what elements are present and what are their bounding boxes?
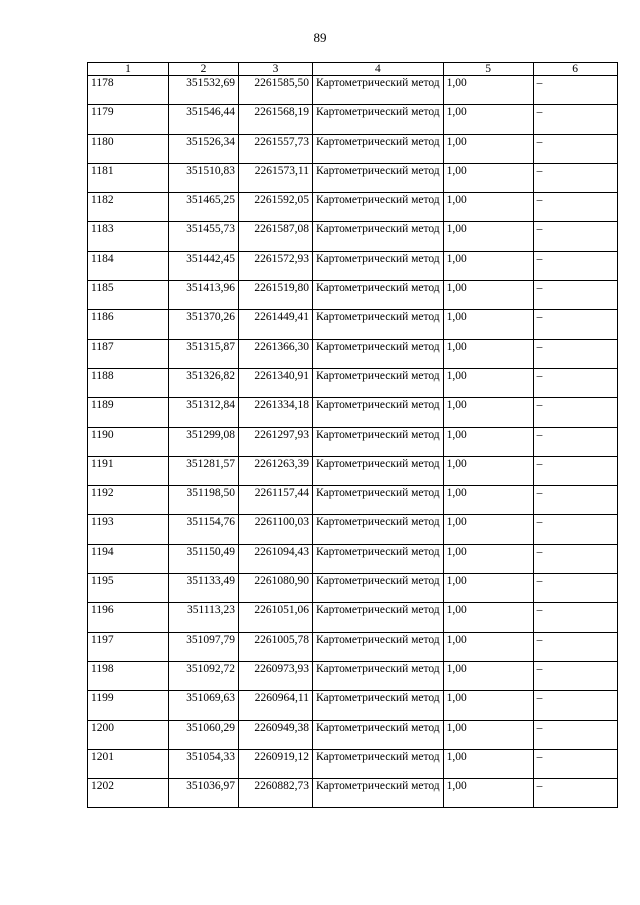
note-cell: – <box>533 691 617 720</box>
method-cell: Картометрический метод <box>313 486 444 515</box>
x-coordinate-cell: 351113,23 <box>169 603 239 632</box>
point-number-cell: 1197 <box>88 632 169 661</box>
x-coordinate-cell: 351150,49 <box>169 544 239 573</box>
note-cell: – <box>533 281 617 310</box>
note-cell: – <box>533 427 617 456</box>
note-cell: – <box>533 193 617 222</box>
point-number-cell: 1200 <box>88 720 169 749</box>
accuracy-cell: 1,00 <box>443 105 533 134</box>
y-coordinate-cell: 2261051,06 <box>239 603 313 632</box>
point-number-cell: 1181 <box>88 163 169 192</box>
accuracy-cell: 1,00 <box>443 486 533 515</box>
x-coordinate-cell: 351510,83 <box>169 163 239 192</box>
method-cell: Картометрический метод <box>313 105 444 134</box>
note-cell: – <box>533 398 617 427</box>
note-cell: – <box>533 339 617 368</box>
y-coordinate-cell: 2261094,43 <box>239 544 313 573</box>
y-coordinate-cell: 2261592,05 <box>239 193 313 222</box>
table-row <box>88 574 618 603</box>
method-cell: Картометрический метод <box>313 222 444 251</box>
method-cell: Картометрический метод <box>313 749 444 778</box>
point-number-cell: 1189 <box>88 398 169 427</box>
accuracy-cell: 1,00 <box>443 632 533 661</box>
method-cell: Картометрический метод <box>313 163 444 192</box>
accuracy-cell: 1,00 <box>443 456 533 485</box>
x-coordinate-cell: 351526,34 <box>169 134 239 163</box>
point-number-cell: 1185 <box>88 281 169 310</box>
point-number-cell: 1202 <box>88 779 169 808</box>
accuracy-cell: 1,00 <box>443 281 533 310</box>
note-cell: – <box>533 720 617 749</box>
column-header-2: 2 <box>169 63 239 76</box>
x-coordinate-cell: 351069,63 <box>169 691 239 720</box>
x-coordinate-cell: 351154,76 <box>169 515 239 544</box>
point-number-cell: 1183 <box>88 222 169 251</box>
method-cell: Картометрический метод <box>313 456 444 485</box>
x-coordinate-cell: 351281,57 <box>169 456 239 485</box>
method-cell: Картометрический метод <box>313 515 444 544</box>
note-cell: – <box>533 661 617 690</box>
point-number-cell: 1199 <box>88 691 169 720</box>
point-number-cell: 1192 <box>88 486 169 515</box>
table-row <box>88 76 618 105</box>
coordinates-table <box>87 62 618 808</box>
y-coordinate-cell: 2261585,50 <box>239 76 313 105</box>
y-coordinate-cell: 2261557,73 <box>239 134 313 163</box>
method-cell: Картометрический метод <box>313 368 444 397</box>
x-coordinate-cell: 351097,79 <box>169 632 239 661</box>
table-row <box>88 661 618 690</box>
x-coordinate-cell: 351060,29 <box>169 720 239 749</box>
note-cell: – <box>533 632 617 661</box>
table-row <box>88 603 618 632</box>
note-cell: – <box>533 456 617 485</box>
y-coordinate-cell: 2260919,12 <box>239 749 313 778</box>
table-header-row <box>88 63 618 76</box>
method-cell: Картометрический метод <box>313 661 444 690</box>
note-cell: – <box>533 134 617 163</box>
table-row <box>88 368 618 397</box>
point-number-cell: 1178 <box>88 76 169 105</box>
note-cell: – <box>533 486 617 515</box>
note-cell: – <box>533 105 617 134</box>
y-coordinate-cell: 2261366,30 <box>239 339 313 368</box>
accuracy-cell: 1,00 <box>443 368 533 397</box>
y-coordinate-cell: 2260964,11 <box>239 691 313 720</box>
method-cell: Картометрический метод <box>313 427 444 456</box>
x-coordinate-cell: 351370,26 <box>169 310 239 339</box>
note-cell: – <box>533 779 617 808</box>
note-cell: – <box>533 368 617 397</box>
method-cell: Картометрический метод <box>313 779 444 808</box>
y-coordinate-cell: 2261572,93 <box>239 251 313 280</box>
note-cell: – <box>533 310 617 339</box>
note-cell: – <box>533 603 617 632</box>
table-row <box>88 749 618 778</box>
y-coordinate-cell: 2260949,38 <box>239 720 313 749</box>
point-number-cell: 1194 <box>88 544 169 573</box>
note-cell: – <box>533 515 617 544</box>
note-cell: – <box>533 76 617 105</box>
x-coordinate-cell: 351299,08 <box>169 427 239 456</box>
note-cell: – <box>533 222 617 251</box>
x-coordinate-cell: 351532,69 <box>169 76 239 105</box>
table-row <box>88 281 618 310</box>
x-coordinate-cell: 351315,87 <box>169 339 239 368</box>
method-cell: Картометрический метод <box>313 251 444 280</box>
accuracy-cell: 1,00 <box>443 515 533 544</box>
method-cell: Картометрический метод <box>313 134 444 163</box>
x-coordinate-cell: 351312,84 <box>169 398 239 427</box>
point-number-cell: 1195 <box>88 574 169 603</box>
y-coordinate-cell: 2261519,80 <box>239 281 313 310</box>
accuracy-cell: 1,00 <box>443 749 533 778</box>
accuracy-cell: 1,00 <box>443 779 533 808</box>
note-cell: – <box>533 574 617 603</box>
point-number-cell: 1180 <box>88 134 169 163</box>
table-row <box>88 779 618 808</box>
column-header-1: 1 <box>88 63 169 76</box>
y-coordinate-cell: 2261587,08 <box>239 222 313 251</box>
x-coordinate-cell: 351465,25 <box>169 193 239 222</box>
accuracy-cell: 1,00 <box>443 134 533 163</box>
point-number-cell: 1198 <box>88 661 169 690</box>
point-number-cell: 1187 <box>88 339 169 368</box>
y-coordinate-cell: 2261573,11 <box>239 163 313 192</box>
method-cell: Картометрический метод <box>313 398 444 427</box>
method-cell: Картометрический метод <box>313 310 444 339</box>
x-coordinate-cell: 351326,82 <box>169 368 239 397</box>
table-row <box>88 720 618 749</box>
x-coordinate-cell: 351092,72 <box>169 661 239 690</box>
x-coordinate-cell: 351036,97 <box>169 779 239 808</box>
method-cell: Картометрический метод <box>313 603 444 632</box>
accuracy-cell: 1,00 <box>443 339 533 368</box>
table-row <box>88 632 618 661</box>
accuracy-cell: 1,00 <box>443 661 533 690</box>
point-number-cell: 1191 <box>88 456 169 485</box>
accuracy-cell: 1,00 <box>443 310 533 339</box>
point-number-cell: 1201 <box>88 749 169 778</box>
y-coordinate-cell: 2261157,44 <box>239 486 313 515</box>
method-cell: Картометрический метод <box>313 691 444 720</box>
table-body <box>88 76 618 808</box>
table-row <box>88 398 618 427</box>
y-coordinate-cell: 2261005,78 <box>239 632 313 661</box>
column-header-4: 4 <box>313 63 444 76</box>
note-cell: – <box>533 251 617 280</box>
method-cell: Картометрический метод <box>313 544 444 573</box>
y-coordinate-cell: 2261340,91 <box>239 368 313 397</box>
column-header-5: 5 <box>443 63 533 76</box>
accuracy-cell: 1,00 <box>443 222 533 251</box>
table-row <box>88 515 618 544</box>
accuracy-cell: 1,00 <box>443 251 533 280</box>
table-row <box>88 105 618 134</box>
y-coordinate-cell: 2261080,90 <box>239 574 313 603</box>
y-coordinate-cell: 2261449,41 <box>239 310 313 339</box>
y-coordinate-cell: 2261568,19 <box>239 105 313 134</box>
y-coordinate-cell: 2261263,39 <box>239 456 313 485</box>
table-row <box>88 456 618 485</box>
accuracy-cell: 1,00 <box>443 691 533 720</box>
table-row <box>88 163 618 192</box>
accuracy-cell: 1,00 <box>443 544 533 573</box>
accuracy-cell: 1,00 <box>443 603 533 632</box>
table-row <box>88 486 618 515</box>
accuracy-cell: 1,00 <box>443 193 533 222</box>
note-cell: – <box>533 163 617 192</box>
accuracy-cell: 1,00 <box>443 720 533 749</box>
accuracy-cell: 1,00 <box>443 76 533 105</box>
x-coordinate-cell: 351442,45 <box>169 251 239 280</box>
x-coordinate-cell: 351546,44 <box>169 105 239 134</box>
point-number-cell: 1184 <box>88 251 169 280</box>
point-number-cell: 1188 <box>88 368 169 397</box>
table-row <box>88 134 618 163</box>
point-number-cell: 1196 <box>88 603 169 632</box>
y-coordinate-cell: 2261297,93 <box>239 427 313 456</box>
note-cell: – <box>533 749 617 778</box>
accuracy-cell: 1,00 <box>443 398 533 427</box>
table-row <box>88 222 618 251</box>
method-cell: Картометрический метод <box>313 632 444 661</box>
column-header-6: 6 <box>533 63 617 76</box>
point-number-cell: 1193 <box>88 515 169 544</box>
point-number-cell: 1190 <box>88 427 169 456</box>
method-cell: Картометрический метод <box>313 193 444 222</box>
x-coordinate-cell: 351455,73 <box>169 222 239 251</box>
page-number: 89 <box>313 30 327 45</box>
method-cell: Картометрический метод <box>313 281 444 310</box>
x-coordinate-cell: 351054,33 <box>169 749 239 778</box>
method-cell: Картометрический метод <box>313 574 444 603</box>
y-coordinate-cell: 2260973,93 <box>239 661 313 690</box>
table-row <box>88 310 618 339</box>
x-coordinate-cell: 351198,50 <box>169 486 239 515</box>
y-coordinate-cell: 2260882,73 <box>239 779 313 808</box>
point-number-cell: 1179 <box>88 105 169 134</box>
note-cell: – <box>533 544 617 573</box>
table-row <box>88 427 618 456</box>
y-coordinate-cell: 2261334,18 <box>239 398 313 427</box>
method-cell: Картометрический метод <box>313 720 444 749</box>
table-row <box>88 193 618 222</box>
accuracy-cell: 1,00 <box>443 574 533 603</box>
x-coordinate-cell: 351133,49 <box>169 574 239 603</box>
point-number-cell: 1182 <box>88 193 169 222</box>
column-header-3: 3 <box>239 63 313 76</box>
y-coordinate-cell: 2261100,03 <box>239 515 313 544</box>
accuracy-cell: 1,00 <box>443 163 533 192</box>
table-row <box>88 251 618 280</box>
x-coordinate-cell: 351413,96 <box>169 281 239 310</box>
point-number-cell: 1186 <box>88 310 169 339</box>
accuracy-cell: 1,00 <box>443 427 533 456</box>
method-cell: Картометрический метод <box>313 76 444 105</box>
table-row <box>88 691 618 720</box>
method-cell: Картометрический метод <box>313 339 444 368</box>
table-row <box>88 339 618 368</box>
table-row <box>88 544 618 573</box>
